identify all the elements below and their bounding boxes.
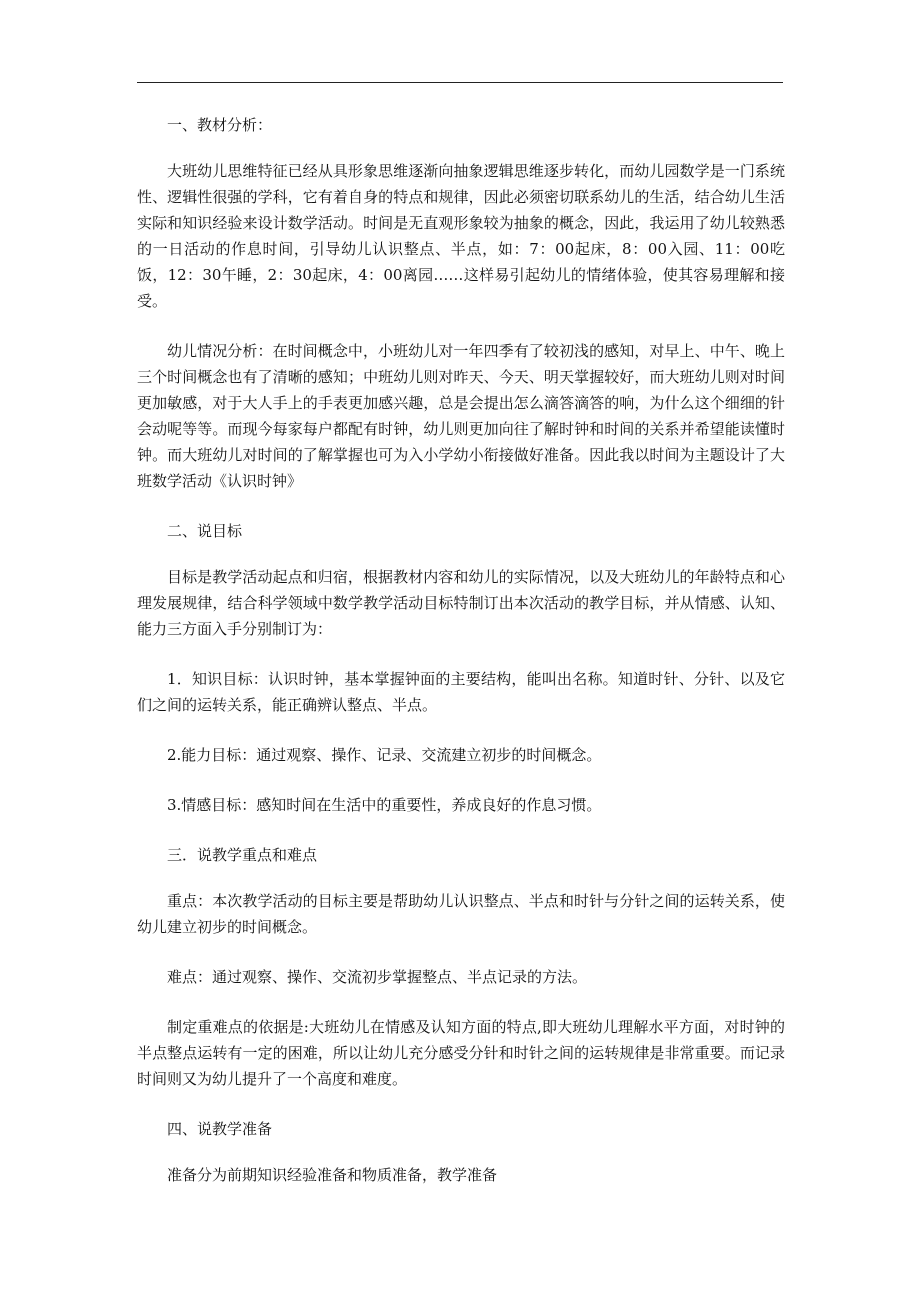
header-rule	[137, 82, 783, 83]
paragraph-child-analysis: 幼儿情况分析：在时间概念中，小班幼儿对一年四季有了较初浅的感知，对早上、中午、晚上三个时间概念也有了清晰的感知；中班幼儿则对昨天、今天、明天掌握较好，而大班幼儿则对时间更加敏感，对于大人手上的手表更加感兴趣，总是会提出怎么滴答滴答的响，为什么这个细细的针会动呢等等。而现今每家每户都配有时钟，幼儿则更加向往了解时钟和时间的关系并希望能读懂时钟。而大班幼儿对时间的了解掌握也可为入小学幼小衔接做好准备。因此我以时间为主题设计了大班数学活动《认识时钟》	[137, 342, 785, 490]
objective-emotion: 3.情感目标：感知时间在生活中的重要性，养成良好的作息习惯。	[167, 796, 602, 814]
section-heading-2: 二、说目标	[167, 522, 243, 540]
paragraph-basis: 制定重难点的依据是:大班幼儿在情感及认知方面的特点,即大班幼儿理解水平方面，对时钟的半点整点运转有一定的困难，所以让幼儿充分感受分针和时针之间的运转规律是非常重要。而记录时间则又为幼儿提升了一个高度和难度。	[137, 1018, 785, 1088]
paragraph-difficulty: 难点：通过观察、操作、交流初步掌握整点、半点记录的方法。	[167, 968, 588, 986]
paragraph-preparation: 准备分为前期知识经验准备和物质准备，教学准备	[167, 1166, 498, 1184]
paragraph-objectives: 目标是教学活动起点和归宿，根据教材内容和幼儿的实际情况，以及大班幼儿的年龄特点和心理发展规律，结合科学领域中数学教学活动目标特制订出本次活动的教学目标，并从情感、认知、能力三方面入手分别制订为：	[137, 568, 785, 638]
document-body	[137, 112, 785, 1212]
paragraph-key-point: 重点：本次教学活动的目标主要是帮助幼儿认识整点、半点和时针与分针之间的运转关系，使幼儿建立初步的时间概念。	[137, 892, 785, 936]
section-heading-1: 一、教材分析：	[167, 116, 273, 134]
paragraph-material-analysis: 大班幼儿思维特征已经从具形象思维逐渐向抽象逻辑思维逐步转化，而幼儿园数学是一门系统性、逻辑性很强的学科，它有着自身的特点和规律，因此必须密切联系幼儿的生活，结合幼儿生活实际和知识经验来设计数学活动。时间是无直观形象较为抽象的概念，因此，我运用了幼儿较熟悉的一日活动的作息时间，引导幼儿认识整点、半点，如：7：00起床，8：00入园、11：00吃饭，12：30午睡，2：30起床，4：00离园……这样易引起幼儿的情绪体验，使其容易理解和接受。	[137, 162, 785, 310]
section-heading-4: 四、说教学准备	[167, 1120, 273, 1138]
objective-ability: 2.能力目标：通过观察、操作、记录、交流建立初步的时间概念。	[167, 746, 602, 764]
objective-knowledge: 1．知识目标：认识时钟，基本掌握钟面的主要结构，能叫出名称。知道时针、分针、以及它们之间的运转关系，能正确辨认整点、半点。	[137, 670, 785, 714]
section-heading-3: 三．说教学重点和难点	[167, 846, 318, 864]
